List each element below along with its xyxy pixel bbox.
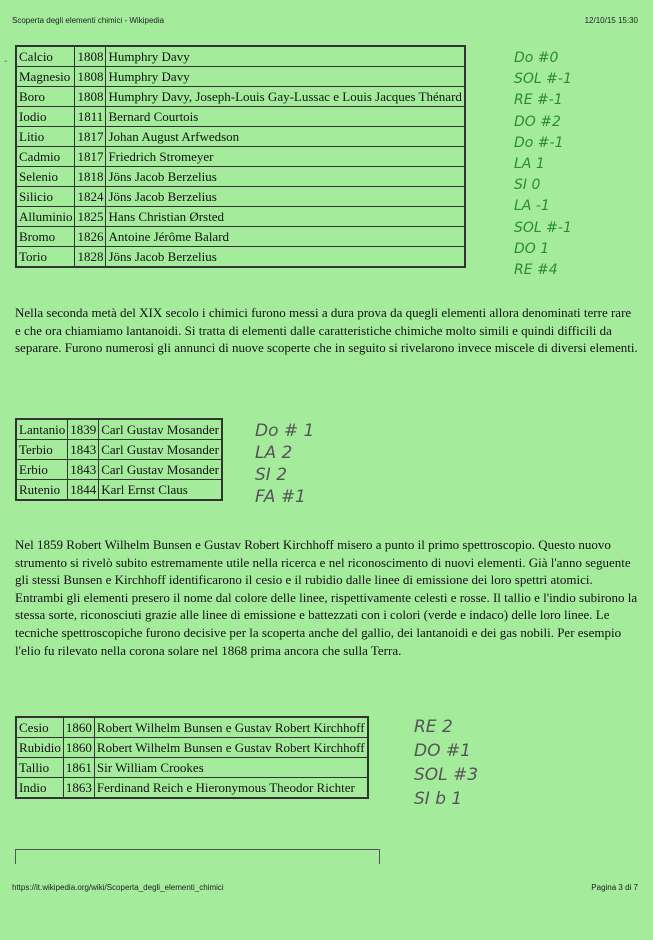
page-url: https://it.wikipedia.org/wiki/Scoperta_degli_elementi_chimici <box>12 883 224 892</box>
table-row <box>16 717 368 738</box>
discoverer-cell: Carl Gustav Mosander <box>99 419 222 440</box>
element-cell: Terbio <box>16 440 68 460</box>
year-cell: 1861 <box>63 758 94 778</box>
discoverer-cell: Bernard Courtois <box>106 107 465 127</box>
handwritten-note: DO #2 <box>514 113 561 130</box>
year-cell: 1860 <box>63 717 94 738</box>
element-cell: Rubidio <box>16 738 63 758</box>
year-cell: 1818 <box>75 167 106 187</box>
year-cell: 1817 <box>75 127 106 147</box>
element-cell: Silicio <box>16 187 75 207</box>
table-row <box>16 440 222 460</box>
handwritten-note: Do #-1 <box>514 134 564 151</box>
discoverer-cell: Sir William Crookes <box>94 758 367 778</box>
table-row <box>16 207 465 227</box>
element-cell: Tallio <box>16 758 63 778</box>
year-cell: 1808 <box>75 46 106 67</box>
table-row <box>16 419 222 440</box>
element-cell: Rutenio <box>16 480 68 501</box>
page-number: Pagina 3 di 7 <box>591 883 638 892</box>
discoverer-cell: Johan August Arfwedson <box>106 127 465 147</box>
element-cell: Boro <box>16 87 75 107</box>
discoverer-cell: Antoine Jérôme Balard <box>106 227 465 247</box>
discoverer-cell: Humphry Davy <box>106 67 465 87</box>
elements-table-2 <box>15 418 223 501</box>
year-cell: 1811 <box>75 107 106 127</box>
table-row <box>16 87 465 107</box>
handwritten-note: FA #1 <box>255 487 306 507</box>
table-row <box>16 46 465 67</box>
element-cell: Lantanio <box>16 419 68 440</box>
print-datetime: 12/10/15 15:30 <box>584 16 638 25</box>
year-cell: 1839 <box>68 419 99 440</box>
discoverer-cell: Robert Wilhelm Bunsen e Gustav Robert Kirchhoff <box>94 717 367 738</box>
year-cell: 1817 <box>75 147 106 167</box>
handwritten-note: RE #-1 <box>514 92 563 109</box>
empty-box <box>15 849 380 864</box>
table-row <box>16 758 368 778</box>
element-cell: Torio <box>16 247 75 268</box>
year-cell: 1863 <box>63 778 94 799</box>
year-cell: 1844 <box>68 480 99 501</box>
table-row <box>16 107 465 127</box>
element-cell: Cesio <box>16 717 63 738</box>
discoverer-cell: Carl Gustav Mosander <box>99 440 222 460</box>
handwritten-note: SOL #-1 <box>514 71 572 88</box>
element-cell: Calcio <box>16 46 75 67</box>
table-row <box>16 127 465 147</box>
element-cell: Cadmio <box>16 147 75 167</box>
discoverer-cell: Humphry Davy, Joseph-Louis Gay-Lussac e Louis Jacques Thénard <box>106 87 465 107</box>
discoverer-cell: Karl Ernst Claus <box>99 480 222 501</box>
year-cell: 1826 <box>75 227 106 247</box>
handwritten-note: SI b 1 <box>414 789 463 809</box>
handwritten-note: DO #1 <box>414 741 471 761</box>
element-cell: Magnesio <box>16 67 75 87</box>
element-cell: Iodio <box>16 107 75 127</box>
element-cell: Bromo <box>16 227 75 247</box>
year-cell: 1825 <box>75 207 106 227</box>
handwritten-note: LA 1 <box>514 156 545 172</box>
handwritten-note: Do # 1 <box>255 421 315 441</box>
handwritten-note: SOL #3 <box>414 765 479 785</box>
year-cell: 1824 <box>75 187 106 207</box>
element-cell: Erbio <box>16 460 68 480</box>
element-cell: Indio <box>16 778 63 799</box>
paragraph-rare-earths: Nella seconda metà del XIX secolo i chimici furono messi a dura prova da quegli elementi allora denominati terre rare e che ora chiamiamo lantanoidi. Si tratta di elementi dalle caratteristiche chimiche molto simili e quindi difficili da separare. Furono numerosi gli annunci di nuove scoperte che in seguito si rivelarono invece miscele di diversi elementi. <box>15 305 638 356</box>
paragraph-spectroscopy: Nel 1859 Robert Wilhelm Bunsen e Gustav Robert Kirchhoff misero a punto il primo spettroscopio. Questo nuovo strumento si rivelò subito estremamente utile nella ricerca e nel riconoscimento di nuovi elementi. Già l'anno seguente gli stessi Bunsen e Kirchhoff identificarono il cesio e il rubidio dalle linee di emissione dei loro spettri atomici. Entrambi gli elementi presero il nome dal colore delle linee, rispettivamente celesti e rosse. Il tallio e l'indio subirono la stessa sorte, riconosciuti grazie alle linee di emissione e battezzati con i colori (verde e indaco) delle loro linee. Le tecniche spettroscopiche furono decisive per la scoperta anche del gallio, dei lantanoidi e dei gas nobili. Per esempio l'elio fu rilevato nella corona solare nel 1868 prima ancora che sulla Terra. <box>15 537 638 658</box>
discoverer-cell: Humphry Davy <box>106 46 465 67</box>
handwritten-note: SI 0 <box>514 177 541 194</box>
discoverer-cell: Jöns Jacob Berzelius <box>106 187 465 207</box>
element-cell: Litio <box>16 127 75 147</box>
handwritten-note: RE 2 <box>414 717 453 737</box>
discoverer-cell: Jöns Jacob Berzelius <box>106 247 465 268</box>
discoverer-cell: Jöns Jacob Berzelius <box>106 167 465 187</box>
year-cell: 1828 <box>75 247 106 268</box>
element-cell: Alluminio <box>16 207 75 227</box>
table-row <box>16 67 465 87</box>
handwritten-note: SOL #-1 <box>514 219 572 236</box>
discoverer-cell: Carl Gustav Mosander <box>99 460 222 480</box>
year-cell: 1843 <box>68 440 99 460</box>
table-row <box>16 187 465 207</box>
table-row <box>16 738 368 758</box>
handwritten-note: Do #0 <box>514 50 559 66</box>
table-row <box>16 227 465 247</box>
year-cell: 1808 <box>75 87 106 107</box>
year-cell: 1860 <box>63 738 94 758</box>
table-row <box>16 147 465 167</box>
discoverer-cell: Robert Wilhelm Bunsen e Gustav Robert Kirchhoff <box>94 738 367 758</box>
elements-table-1 <box>15 45 466 268</box>
handwritten-note: SI 2 <box>255 465 288 485</box>
margin-mark: - <box>4 56 8 67</box>
elements-table-3 <box>15 716 369 799</box>
table-row <box>16 778 368 799</box>
discoverer-cell: Friedrich Stromeyer <box>106 147 465 167</box>
handwritten-note: DO 1 <box>514 240 550 257</box>
year-cell: 1808 <box>75 67 106 87</box>
table-row <box>16 247 465 268</box>
table-row <box>16 167 465 187</box>
element-cell: Selenio <box>16 167 75 187</box>
handwritten-note: RE #4 <box>514 262 558 278</box>
table-row <box>16 460 222 480</box>
discoverer-cell: Hans Christian Ørsted <box>106 207 465 227</box>
page-title: Scoperta degli elementi chimici - Wikipedia <box>12 16 165 25</box>
table-row <box>16 480 222 501</box>
handwritten-note: LA -1 <box>514 198 550 215</box>
handwritten-note: LA 2 <box>255 443 293 463</box>
year-cell: 1843 <box>68 460 99 480</box>
discoverer-cell: Ferdinand Reich e Hieronymous Theodor Richter <box>94 778 367 799</box>
